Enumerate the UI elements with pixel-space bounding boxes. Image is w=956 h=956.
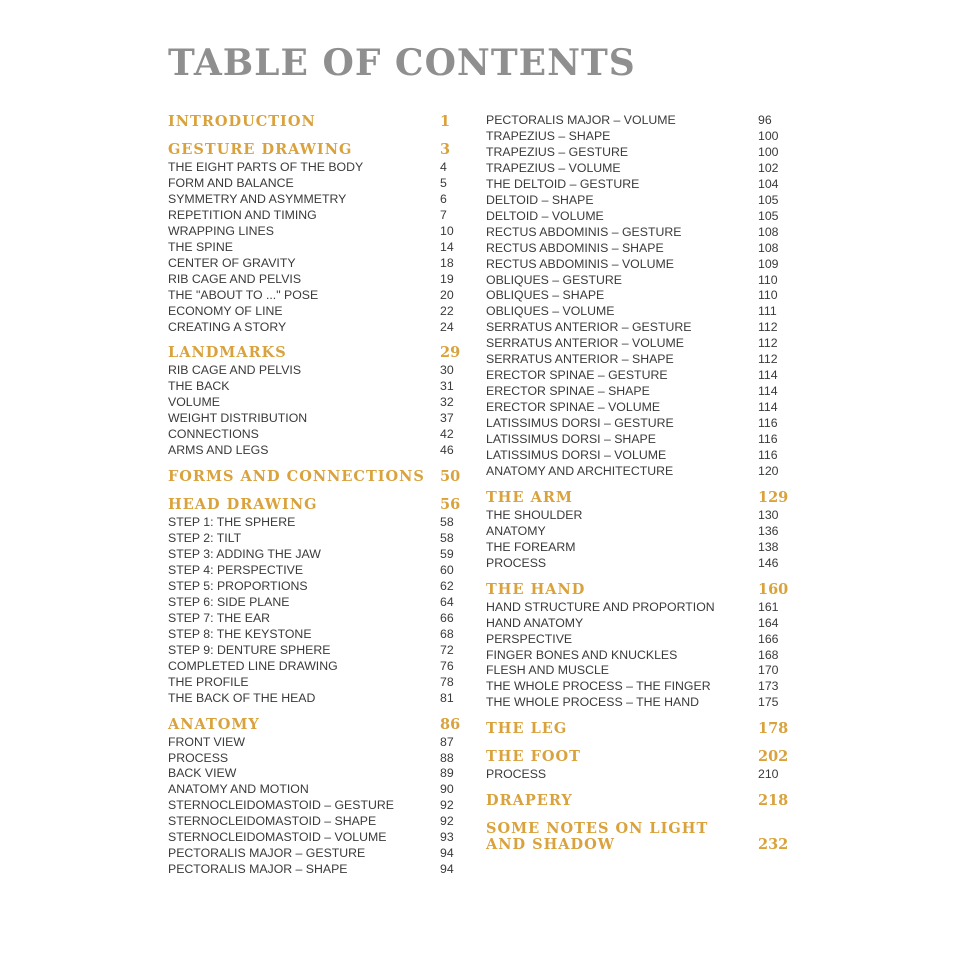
toc-entry-page: 78 [440,674,454,689]
toc-entry-page: 58 [440,515,454,530]
toc-entry-label: ARMS AND LEGS [168,443,269,458]
toc-entry-page: 210 [758,767,779,782]
toc-entry-page: 46 [440,443,454,458]
toc-entry-page: 108 [758,240,779,255]
toc-entry-label: SYMMETRY AND ASYMMETRY [168,191,347,206]
toc-entry-label: THE EIGHT PARTS OF THE BODY [168,160,364,174]
toc-entry-page: 138 [758,539,779,554]
toc-entry-label: RIB CAGE AND PELVIS [168,363,302,378]
section-page-number: 3 [440,141,451,158]
toc-entry-label: THE WHOLE PROCESS – THE FINGER [486,679,711,694]
section-page-number: 50 [440,468,461,486]
toc-entry-label: RECTUS ABDOMINIS – GESTURE [486,224,682,239]
toc-entry-label: STERNOCLEIDOMASTOID – GESTURE [168,798,394,813]
toc-entry-label: STEP 3: ADDING THE JAW [168,547,321,562]
toc-entry-label: SERRATUS ANTERIOR – GESTURE [486,320,692,335]
toc-entry-label: DELTOID – SHAPE [486,192,594,207]
toc-entry-label: TRAPEZIUS – VOLUME [486,160,621,175]
toc-entry-page: 100 [758,128,779,143]
toc-entry-label: BACK VIEW [168,766,237,781]
toc-entry-page: 114 [758,384,778,399]
toc-entry-label: THE SHOULDER [486,507,583,522]
toc-entry-label: WRAPPING LINES [168,223,274,238]
toc-entry-page: 116 [758,432,778,446]
section-title: DRAPERY [486,792,573,810]
toc-entry-label: STEP 6: SIDE PLANE [168,594,290,609]
page-title: TABLE OF CONTENTS [168,42,636,84]
section-title: FORMS AND CONNECTIONS [168,468,425,486]
toc-entry-label: ANATOMY AND MOTION [168,782,309,797]
section-title: HEAD DRAWING [168,496,318,514]
toc-entry-label: ERECTOR SPINAE – SHAPE [486,384,650,399]
section-title: THE HAND [486,580,586,598]
toc-entry-page: 102 [758,160,779,175]
section-title: ANATOMY [168,715,260,733]
toc-entry-page: 110 [758,272,778,287]
toc-entry-label: PROCESS [486,767,547,782]
toc-entry-page: 20 [440,287,454,302]
toc-entry-page: 4 [440,160,447,174]
toc-entry-page: 108 [758,224,779,239]
section-title: THE ARM [486,488,573,506]
toc-entry-label: STEP 4: PERSPECTIVE [168,563,304,577]
toc-entry-page: 37 [440,411,454,426]
toc-entry-label: THE SPINE [168,239,233,254]
toc-entry-label: PECTORALIS MAJOR – SHAPE [168,862,348,877]
toc-entry-page: 105 [758,192,779,207]
toc-entry-page: 96 [758,113,772,127]
toc-entry-page: 5 [440,175,447,190]
toc-entry-label: THE "ABOUT TO ..." POSE [168,287,319,302]
toc-entry-page: 111 [758,304,777,319]
toc-entry-page: 14 [440,239,454,254]
toc-entry-page: 68 [440,626,454,641]
section-page-number: 1 [440,113,451,130]
toc-entry-page: 112 [758,320,778,335]
toc-entry-label: THE FOREARM [486,539,576,554]
toc-entry-label: ECONOMY OF LINE [168,303,283,318]
toc-entry-page: 166 [758,631,779,646]
section-title: AND SHADOW [486,836,616,854]
toc-entry-page: 19 [440,271,454,286]
toc-entry-label: FRONT VIEW [168,734,245,749]
toc-entry-label: FLESH AND MUSCLE [486,663,609,678]
toc-entry-label: STEP 7: THE EAR [168,610,271,625]
toc-entry-page: 109 [758,256,779,271]
section-page-number: 160 [758,580,789,598]
toc-entry-page: 42 [440,427,454,442]
toc-entry-label: LATISSIMUS DORSI – GESTURE [486,416,674,431]
toc-entry-label: VOLUME [168,395,220,410]
toc-entry-label: REPETITION AND TIMING [168,207,317,222]
toc-entry-label: STEP 9: DENTURE SPHERE [168,642,331,657]
toc-entry-page: 88 [440,750,454,765]
toc-entry-page: 105 [758,208,779,223]
toc-entry-page: 164 [758,615,779,630]
toc-entry-label: RIB CAGE AND PELVIS [168,271,302,286]
section-title: LANDMARKS [168,344,287,362]
toc-entry-page: 6 [440,191,447,206]
toc-entry-page: 22 [440,303,454,318]
toc-entry-page: 64 [440,594,454,609]
toc-entry-label: CONNECTIONS [168,427,259,442]
section-page-number: 29 [440,344,461,362]
toc-entry-page: 112 [758,336,778,351]
section-title: THE FOOT [486,748,581,766]
toc-entry-page: 24 [440,319,454,334]
toc-entry-label: STERNOCLEIDOMASTOID – VOLUME [168,830,387,845]
toc-entry-label: SERRATUS ANTERIOR – SHAPE [486,352,674,367]
toc-entry-label: THE BACK [168,379,230,394]
section-page-number: 218 [758,792,789,810]
toc-entry-page: 116 [758,416,778,431]
toc-entry-label: PERSPECTIVE [486,631,573,646]
toc-entry-page: 173 [758,679,779,694]
toc-entry-page: 104 [758,176,779,191]
toc-entry-label: DELTOID – VOLUME [486,208,604,223]
toc-entry-page: 114 [758,400,778,415]
toc-entry-page: 87 [440,734,454,749]
toc-entry-page: 58 [440,531,454,546]
toc-entry-page: 168 [758,647,779,662]
toc-entry-label: RECTUS ABDOMINIS – VOLUME [486,256,674,271]
toc-entry-page: 18 [440,255,454,270]
toc-entry-label: TRAPEZIUS – SHAPE [486,128,611,143]
toc-entry-page: 92 [440,798,454,813]
toc-entry-label: LATISSIMUS DORSI – VOLUME [486,447,667,462]
toc-entry-page: 94 [440,862,454,877]
toc-entry-page: 93 [440,830,454,845]
toc-entry-label: HAND ANATOMY [486,615,584,630]
toc-entry-page: 76 [440,658,454,673]
toc-entry-page: 89 [440,766,454,781]
toc-entry-label: ANATOMY AND ARCHITECTURE [486,463,674,478]
section-title: INTRODUCTION [168,113,316,130]
toc-entry-page: 62 [440,578,454,593]
toc-entry-page: 170 [758,663,779,678]
toc-entry-label: ANATOMY [486,523,546,538]
toc-entry-label: PROCESS [168,750,229,765]
toc-entry-page: 161 [758,599,779,614]
toc-entry-label: STEP 1: THE SPHERE [168,515,296,530]
toc-entry-page: 120 [758,463,779,478]
toc-entry-label: FORM AND BALANCE [168,175,294,190]
toc-entry-label: OBLIQUES – GESTURE [486,272,622,287]
toc-entry-label: THE WHOLE PROCESS – THE HAND [486,695,699,710]
toc-entry-label: CENTER OF GRAVITY [168,255,296,270]
toc-entry-label: PECTORALIS MAJOR – GESTURE [168,846,366,861]
toc-entry-label: THE PROFILE [168,674,249,689]
toc-entry-page: 90 [440,782,454,797]
section-page-number: 56 [440,496,461,514]
toc-entry-label: COMPLETED LINE DRAWING [168,658,338,673]
toc-entry-page: 136 [758,523,779,538]
section-title: GESTURE DRAWING [168,141,353,158]
toc-entry-page: 30 [440,363,454,378]
toc-entry-label: RECTUS ABDOMINIS – SHAPE [486,240,664,255]
toc-entry-page: 110 [758,288,778,303]
section-title: THE LEG [486,720,568,738]
toc-entry-page: 94 [440,846,454,861]
toc-entry-label: ERECTOR SPINAE – VOLUME [486,400,661,415]
toc-entry-label: HAND STRUCTURE AND PROPORTION [486,599,715,614]
toc-entry-label: FINGER BONES AND KNUCKLES [486,647,678,662]
toc-entry-page: 59 [440,547,454,562]
toc-entry-page: 116 [758,447,778,462]
toc-entry-page: 100 [758,144,779,159]
toc-entry-page: 146 [758,555,779,570]
toc-entry-label: SERRATUS ANTERIOR – VOLUME [486,336,684,351]
section-page-number: 86 [440,715,461,733]
toc-entry-page: 114 [758,368,778,383]
toc-entry-page: 130 [758,507,779,522]
toc-entry-page: 7 [440,207,447,222]
toc-entry-label: OBLIQUES – VOLUME [486,304,615,319]
toc-entry-page: 31 [440,379,454,394]
toc-entry-label: THE DELTOID – GESTURE [486,176,640,191]
toc-entry-label: PROCESS [486,555,547,570]
section-page-number: 129 [758,488,789,506]
toc-entry-label: STERNOCLEIDOMASTOID – SHAPE [168,814,377,829]
toc-entry-label: STEP 2: TILT [168,531,242,546]
toc-entry-label: WEIGHT DISTRIBUTION [168,411,308,426]
toc-entry-label: TRAPEZIUS – GESTURE [486,144,629,159]
toc-entry-page: 175 [758,695,779,710]
toc-entry-page: 81 [440,690,454,705]
toc-entry-page: 72 [440,642,454,657]
toc-entry-label: PECTORALIS MAJOR – VOLUME [486,113,676,127]
toc-entry-label: STEP 5: PROPORTIONS [168,578,308,593]
toc-entry-page: 112 [758,352,778,367]
toc-entry-label: STEP 8: THE KEYSTONE [168,626,312,641]
toc-entry-label: LATISSIMUS DORSI – SHAPE [486,432,656,446]
toc-entry-label: CREATING A STORY [168,319,287,334]
section-page-number: 232 [758,836,789,854]
section-title: SOME NOTES ON LIGHT [486,820,709,838]
toc-entry-page: 32 [440,395,454,410]
section-page-number: 202 [758,748,789,766]
toc-entry-page: 66 [440,610,454,625]
toc-entry-page: 10 [440,223,454,238]
section-page-number: 178 [758,720,789,738]
toc-entry-page: 92 [440,814,454,829]
toc-entry-label: OBLIQUES – SHAPE [486,288,605,303]
toc-entry-label: ERECTOR SPINAE – GESTURE [486,368,668,383]
toc-entry-page: 60 [440,563,454,577]
toc-entry-label: THE BACK OF THE HEAD [168,690,316,705]
